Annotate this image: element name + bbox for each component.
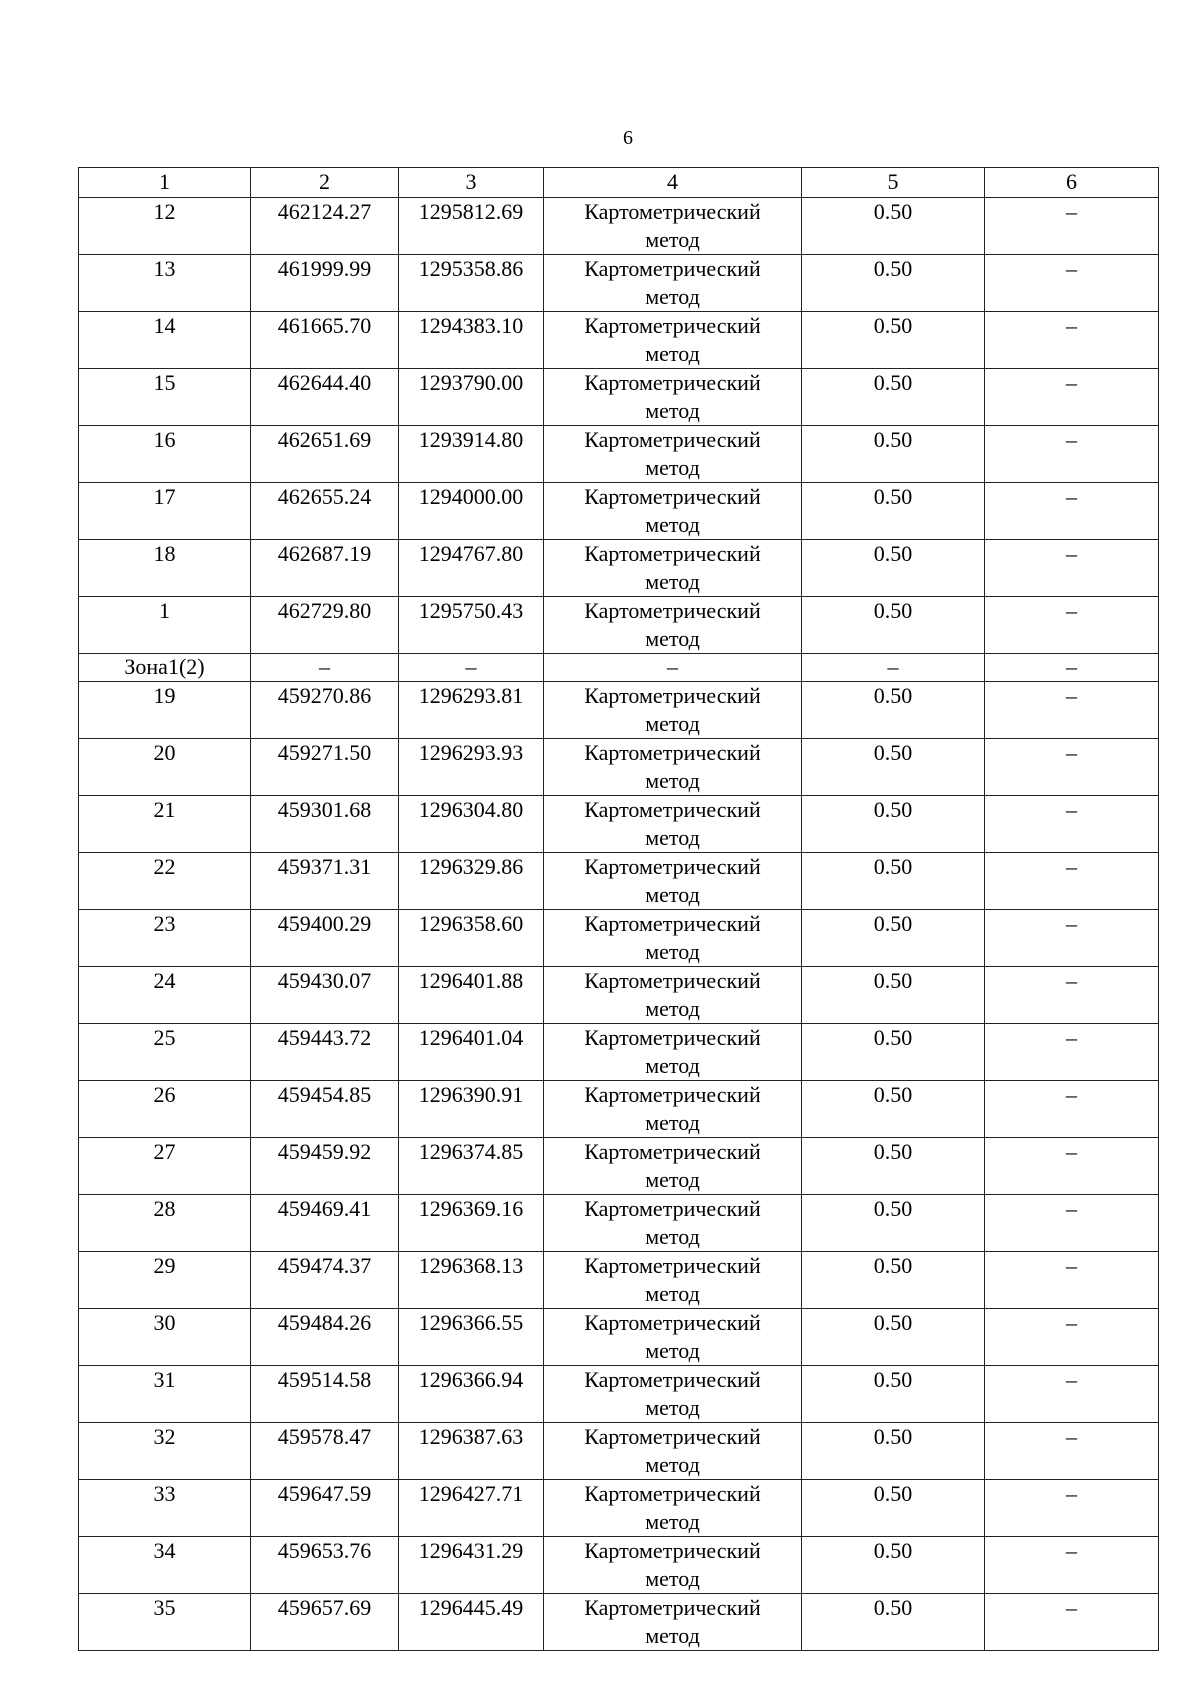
accuracy-cell: 0.50 xyxy=(802,198,985,255)
note-cell: – xyxy=(985,1081,1159,1138)
y-coordinate-cell: 1296445.49 xyxy=(399,1594,544,1651)
y-coordinate-cell: 1296293.81 xyxy=(399,682,544,739)
accuracy-cell: 0.50 xyxy=(802,426,985,483)
method-line-2: метод xyxy=(645,1224,700,1249)
x-coordinate-cell: 461665.70 xyxy=(251,312,399,369)
point-number-cell: 28 xyxy=(79,1195,251,1252)
point-number-cell: 20 xyxy=(79,739,251,796)
method-line-2: метод xyxy=(645,882,700,907)
table-row xyxy=(79,255,1159,312)
note-cell: – xyxy=(985,853,1159,910)
method-cell xyxy=(544,1366,802,1423)
method-line-1: Картометрический xyxy=(584,1481,761,1506)
column-header-3: 3 xyxy=(399,168,544,198)
accuracy-cell: 0.50 xyxy=(802,255,985,312)
coordinates-table xyxy=(78,167,1159,1651)
x-coordinate-cell: 459459.92 xyxy=(251,1138,399,1195)
note-cell: – xyxy=(985,1024,1159,1081)
y-coordinate-cell: 1296427.71 xyxy=(399,1480,544,1537)
table-row xyxy=(79,198,1159,255)
method-cell xyxy=(544,540,802,597)
method-line-2: метод xyxy=(645,825,700,850)
method-line-2: метод xyxy=(645,1053,700,1078)
x-coordinate-cell: 459454.85 xyxy=(251,1081,399,1138)
accuracy-cell: 0.50 xyxy=(802,1081,985,1138)
table-row xyxy=(79,967,1159,1024)
column-header-5: 5 xyxy=(802,168,985,198)
method-line-2: метод xyxy=(645,569,700,594)
method-line-1: Картометрический xyxy=(584,1139,761,1164)
method-cell xyxy=(544,1537,802,1594)
accuracy-cell: 0.50 xyxy=(802,1138,985,1195)
method-line-1: Картометрический xyxy=(584,797,761,822)
method-line-2: метод xyxy=(645,398,700,423)
method-line-2: метод xyxy=(645,1566,700,1591)
accuracy-cell: 0.50 xyxy=(802,1252,985,1309)
y-coordinate-cell: 1293790.00 xyxy=(399,369,544,426)
method-cell xyxy=(544,1138,802,1195)
table-row xyxy=(79,1138,1159,1195)
accuracy-cell: 0.50 xyxy=(802,1594,985,1651)
point-number-cell: 33 xyxy=(79,1480,251,1537)
table-row xyxy=(79,483,1159,540)
method-line-2: метод xyxy=(645,626,700,651)
accuracy-cell: 0.50 xyxy=(802,910,985,967)
method-cell xyxy=(544,597,802,654)
table-row xyxy=(79,853,1159,910)
accuracy-cell: 0.50 xyxy=(802,796,985,853)
method-cell xyxy=(544,426,802,483)
accuracy-cell: – xyxy=(802,654,985,682)
x-coordinate-cell: 459271.50 xyxy=(251,739,399,796)
note-cell: – xyxy=(985,654,1159,682)
method-line-2: метод xyxy=(645,1395,700,1420)
note-cell: – xyxy=(985,967,1159,1024)
method-cell xyxy=(544,967,802,1024)
note-cell: – xyxy=(985,483,1159,540)
column-header-6: 6 xyxy=(985,168,1159,198)
zone-header-row xyxy=(79,654,1159,682)
method-cell xyxy=(544,1594,802,1651)
x-coordinate-cell: 459270.86 xyxy=(251,682,399,739)
table-row xyxy=(79,739,1159,796)
note-cell: – xyxy=(985,426,1159,483)
accuracy-cell: 0.50 xyxy=(802,967,985,1024)
note-cell: – xyxy=(985,1309,1159,1366)
method-line-1: Картометрический xyxy=(584,1025,761,1050)
point-number-cell: 16 xyxy=(79,426,251,483)
method-line-1: Картометрический xyxy=(584,968,761,993)
method-line-1: Картометрический xyxy=(584,1367,761,1392)
accuracy-cell: 0.50 xyxy=(802,1195,985,1252)
method-cell xyxy=(544,853,802,910)
method-line-1: Картометрический xyxy=(584,1595,761,1620)
method-line-1: Картометрический xyxy=(584,1082,761,1107)
accuracy-cell: 0.50 xyxy=(802,483,985,540)
method-line-2: метод xyxy=(645,1167,700,1192)
x-coordinate-cell: 459514.58 xyxy=(251,1366,399,1423)
method-line-1: Картометрический xyxy=(584,427,761,452)
point-number-cell: 25 xyxy=(79,1024,251,1081)
point-number-cell: 21 xyxy=(79,796,251,853)
column-header-1: 1 xyxy=(79,168,251,198)
method-line-2: метод xyxy=(645,768,700,793)
method-cell xyxy=(544,1081,802,1138)
x-coordinate-cell: 459474.37 xyxy=(251,1252,399,1309)
y-coordinate-cell: 1296329.86 xyxy=(399,853,544,910)
method-line-2: метод xyxy=(645,939,700,964)
method-line-1: Картометрический xyxy=(584,911,761,936)
note-cell: – xyxy=(985,312,1159,369)
x-coordinate-cell: 459400.29 xyxy=(251,910,399,967)
table-header xyxy=(79,168,1159,198)
y-coordinate-cell: 1295812.69 xyxy=(399,198,544,255)
method-cell xyxy=(544,910,802,967)
accuracy-cell: 0.50 xyxy=(802,739,985,796)
table-row xyxy=(79,597,1159,654)
page-number: 6 xyxy=(623,127,633,149)
point-number-cell: 35 xyxy=(79,1594,251,1651)
point-number-cell: 13 xyxy=(79,255,251,312)
method-line-1: – xyxy=(667,654,678,679)
x-coordinate-cell: 459578.47 xyxy=(251,1423,399,1480)
point-number-cell: 17 xyxy=(79,483,251,540)
method-cell xyxy=(544,1423,802,1480)
method-cell xyxy=(544,1024,802,1081)
method-cell xyxy=(544,739,802,796)
table-row xyxy=(79,1537,1159,1594)
method-line-2: метод xyxy=(645,1110,700,1135)
y-coordinate-cell: 1296304.80 xyxy=(399,796,544,853)
x-coordinate-cell: 459371.31 xyxy=(251,853,399,910)
method-line-1: Картометрический xyxy=(584,1196,761,1221)
point-number-cell: 31 xyxy=(79,1366,251,1423)
note-cell: – xyxy=(985,1537,1159,1594)
point-number-cell: 18 xyxy=(79,540,251,597)
point-number-cell: 26 xyxy=(79,1081,251,1138)
method-line-1: Картометрический xyxy=(584,484,761,509)
method-line-1: Картометрический xyxy=(584,1424,761,1449)
method-cell xyxy=(544,1195,802,1252)
note-cell: – xyxy=(985,369,1159,426)
y-coordinate-cell: 1296293.93 xyxy=(399,739,544,796)
method-line-2: метод xyxy=(645,341,700,366)
method-line-1: Картометрический xyxy=(584,854,761,879)
y-coordinate-cell: 1296390.91 xyxy=(399,1081,544,1138)
table-row xyxy=(79,1024,1159,1081)
table-row xyxy=(79,1195,1159,1252)
note-cell: – xyxy=(985,540,1159,597)
x-coordinate-cell: 462644.40 xyxy=(251,369,399,426)
method-line-2: метод xyxy=(645,996,700,1021)
table-row xyxy=(79,312,1159,369)
y-coordinate-cell: 1295750.43 xyxy=(399,597,544,654)
note-cell: – xyxy=(985,739,1159,796)
column-header-4: 4 xyxy=(544,168,802,198)
table-row xyxy=(79,1423,1159,1480)
table-row xyxy=(79,910,1159,967)
table-row xyxy=(79,1594,1159,1651)
y-coordinate-cell: 1294383.10 xyxy=(399,312,544,369)
y-coordinate-cell: 1296369.16 xyxy=(399,1195,544,1252)
note-cell: – xyxy=(985,1423,1159,1480)
accuracy-cell: 0.50 xyxy=(802,1480,985,1537)
method-line-1: Картометрический xyxy=(584,313,761,338)
method-cell xyxy=(544,255,802,312)
table-row xyxy=(79,1366,1159,1423)
method-line-1: Картометрический xyxy=(584,370,761,395)
method-cell xyxy=(544,1252,802,1309)
point-number-cell: 15 xyxy=(79,369,251,426)
method-cell xyxy=(544,483,802,540)
note-cell: – xyxy=(985,1366,1159,1423)
accuracy-cell: 0.50 xyxy=(802,682,985,739)
x-coordinate-cell: 459443.72 xyxy=(251,1024,399,1081)
method-cell xyxy=(544,1480,802,1537)
method-cell xyxy=(544,198,802,255)
note-cell: – xyxy=(985,597,1159,654)
method-line-2: метод xyxy=(645,1509,700,1534)
x-coordinate-cell: 461999.99 xyxy=(251,255,399,312)
zone-label: Зона1(2) xyxy=(79,654,251,682)
point-number-cell: 22 xyxy=(79,853,251,910)
table-row xyxy=(79,1252,1159,1309)
y-coordinate-cell: 1295358.86 xyxy=(399,255,544,312)
method-line-2: метод xyxy=(645,1623,700,1648)
table-row xyxy=(79,369,1159,426)
y-coordinate-cell: – xyxy=(399,654,544,682)
table-row xyxy=(79,1480,1159,1537)
y-coordinate-cell: 1296358.60 xyxy=(399,910,544,967)
point-number-cell: 32 xyxy=(79,1423,251,1480)
x-coordinate-cell: 462729.80 xyxy=(251,597,399,654)
y-coordinate-cell: 1296366.94 xyxy=(399,1366,544,1423)
method-line-2: метод xyxy=(645,711,700,736)
x-coordinate-cell: 462651.69 xyxy=(251,426,399,483)
point-number-cell: 19 xyxy=(79,682,251,739)
y-coordinate-cell: 1296368.13 xyxy=(399,1252,544,1309)
table-row xyxy=(79,1309,1159,1366)
method-line-2: метод xyxy=(645,455,700,480)
note-cell: – xyxy=(985,1252,1159,1309)
x-coordinate-cell: 462124.27 xyxy=(251,198,399,255)
point-number-cell: 1 xyxy=(79,597,251,654)
note-cell: – xyxy=(985,910,1159,967)
method-cell xyxy=(544,796,802,853)
accuracy-cell: 0.50 xyxy=(802,369,985,426)
accuracy-cell: 0.50 xyxy=(802,1309,985,1366)
point-number-cell: 24 xyxy=(79,967,251,1024)
method-line-1: Картометрический xyxy=(584,541,761,566)
method-cell xyxy=(544,369,802,426)
note-cell: – xyxy=(985,198,1159,255)
x-coordinate-cell: 459657.69 xyxy=(251,1594,399,1651)
x-coordinate-cell: 459484.26 xyxy=(251,1309,399,1366)
method-line-1: Картометрический xyxy=(584,199,761,224)
y-coordinate-cell: 1294767.80 xyxy=(399,540,544,597)
x-coordinate-cell: 459653.76 xyxy=(251,1537,399,1594)
method-line-2: метод xyxy=(645,284,700,309)
point-number-cell: 30 xyxy=(79,1309,251,1366)
method-cell xyxy=(544,682,802,739)
header-row xyxy=(79,168,1159,198)
table-row xyxy=(79,682,1159,739)
y-coordinate-cell: 1296374.85 xyxy=(399,1138,544,1195)
point-number-cell: 29 xyxy=(79,1252,251,1309)
x-coordinate-cell: 459647.59 xyxy=(251,1480,399,1537)
accuracy-cell: 0.50 xyxy=(802,1423,985,1480)
x-coordinate-cell: 462655.24 xyxy=(251,483,399,540)
table-row xyxy=(79,796,1159,853)
point-number-cell: 23 xyxy=(79,910,251,967)
y-coordinate-cell: 1296366.55 xyxy=(399,1309,544,1366)
table-row xyxy=(79,540,1159,597)
method-line-1: Картометрический xyxy=(584,256,761,281)
x-coordinate-cell: 459469.41 xyxy=(251,1195,399,1252)
note-cell: – xyxy=(985,1480,1159,1537)
accuracy-cell: 0.50 xyxy=(802,597,985,654)
method-line-1: Картометрический xyxy=(584,598,761,623)
table-row xyxy=(79,1081,1159,1138)
y-coordinate-cell: 1293914.80 xyxy=(399,426,544,483)
point-number-cell: 34 xyxy=(79,1537,251,1594)
note-cell: – xyxy=(985,796,1159,853)
method-line-2: метод xyxy=(645,1338,700,1363)
x-coordinate-cell: 459430.07 xyxy=(251,967,399,1024)
method-line-2: метод xyxy=(645,1452,700,1477)
point-number-cell: 12 xyxy=(79,198,251,255)
method-line-1: Картометрический xyxy=(584,683,761,708)
accuracy-cell: 0.50 xyxy=(802,1024,985,1081)
method-line-1: Картометрический xyxy=(584,1538,761,1563)
y-coordinate-cell: 1294000.00 xyxy=(399,483,544,540)
point-number-cell: 27 xyxy=(79,1138,251,1195)
method-line-2: метод xyxy=(645,1281,700,1306)
accuracy-cell: 0.50 xyxy=(802,1537,985,1594)
accuracy-cell: 0.50 xyxy=(802,1366,985,1423)
table-row xyxy=(79,426,1159,483)
y-coordinate-cell: 1296401.88 xyxy=(399,967,544,1024)
method-line-1: Картометрический xyxy=(584,1253,761,1278)
column-header-2: 2 xyxy=(251,168,399,198)
note-cell: – xyxy=(985,1594,1159,1651)
x-coordinate-cell: 459301.68 xyxy=(251,796,399,853)
method-line-2: метод xyxy=(645,227,700,252)
point-number-cell: 14 xyxy=(79,312,251,369)
method-cell xyxy=(544,654,802,682)
x-coordinate-cell: – xyxy=(251,654,399,682)
accuracy-cell: 0.50 xyxy=(802,312,985,369)
accuracy-cell: 0.50 xyxy=(802,853,985,910)
table-body xyxy=(79,198,1159,1651)
method-cell xyxy=(544,1309,802,1366)
note-cell: – xyxy=(985,1195,1159,1252)
note-cell: – xyxy=(985,682,1159,739)
method-line-1: Картометрический xyxy=(584,1310,761,1335)
y-coordinate-cell: 1296387.63 xyxy=(399,1423,544,1480)
note-cell: – xyxy=(985,1138,1159,1195)
x-coordinate-cell: 462687.19 xyxy=(251,540,399,597)
y-coordinate-cell: 1296431.29 xyxy=(399,1537,544,1594)
method-line-2: метод xyxy=(645,512,700,537)
method-cell xyxy=(544,312,802,369)
method-line-1: Картометрический xyxy=(584,740,761,765)
note-cell: – xyxy=(985,255,1159,312)
accuracy-cell: 0.50 xyxy=(802,540,985,597)
y-coordinate-cell: 1296401.04 xyxy=(399,1024,544,1081)
